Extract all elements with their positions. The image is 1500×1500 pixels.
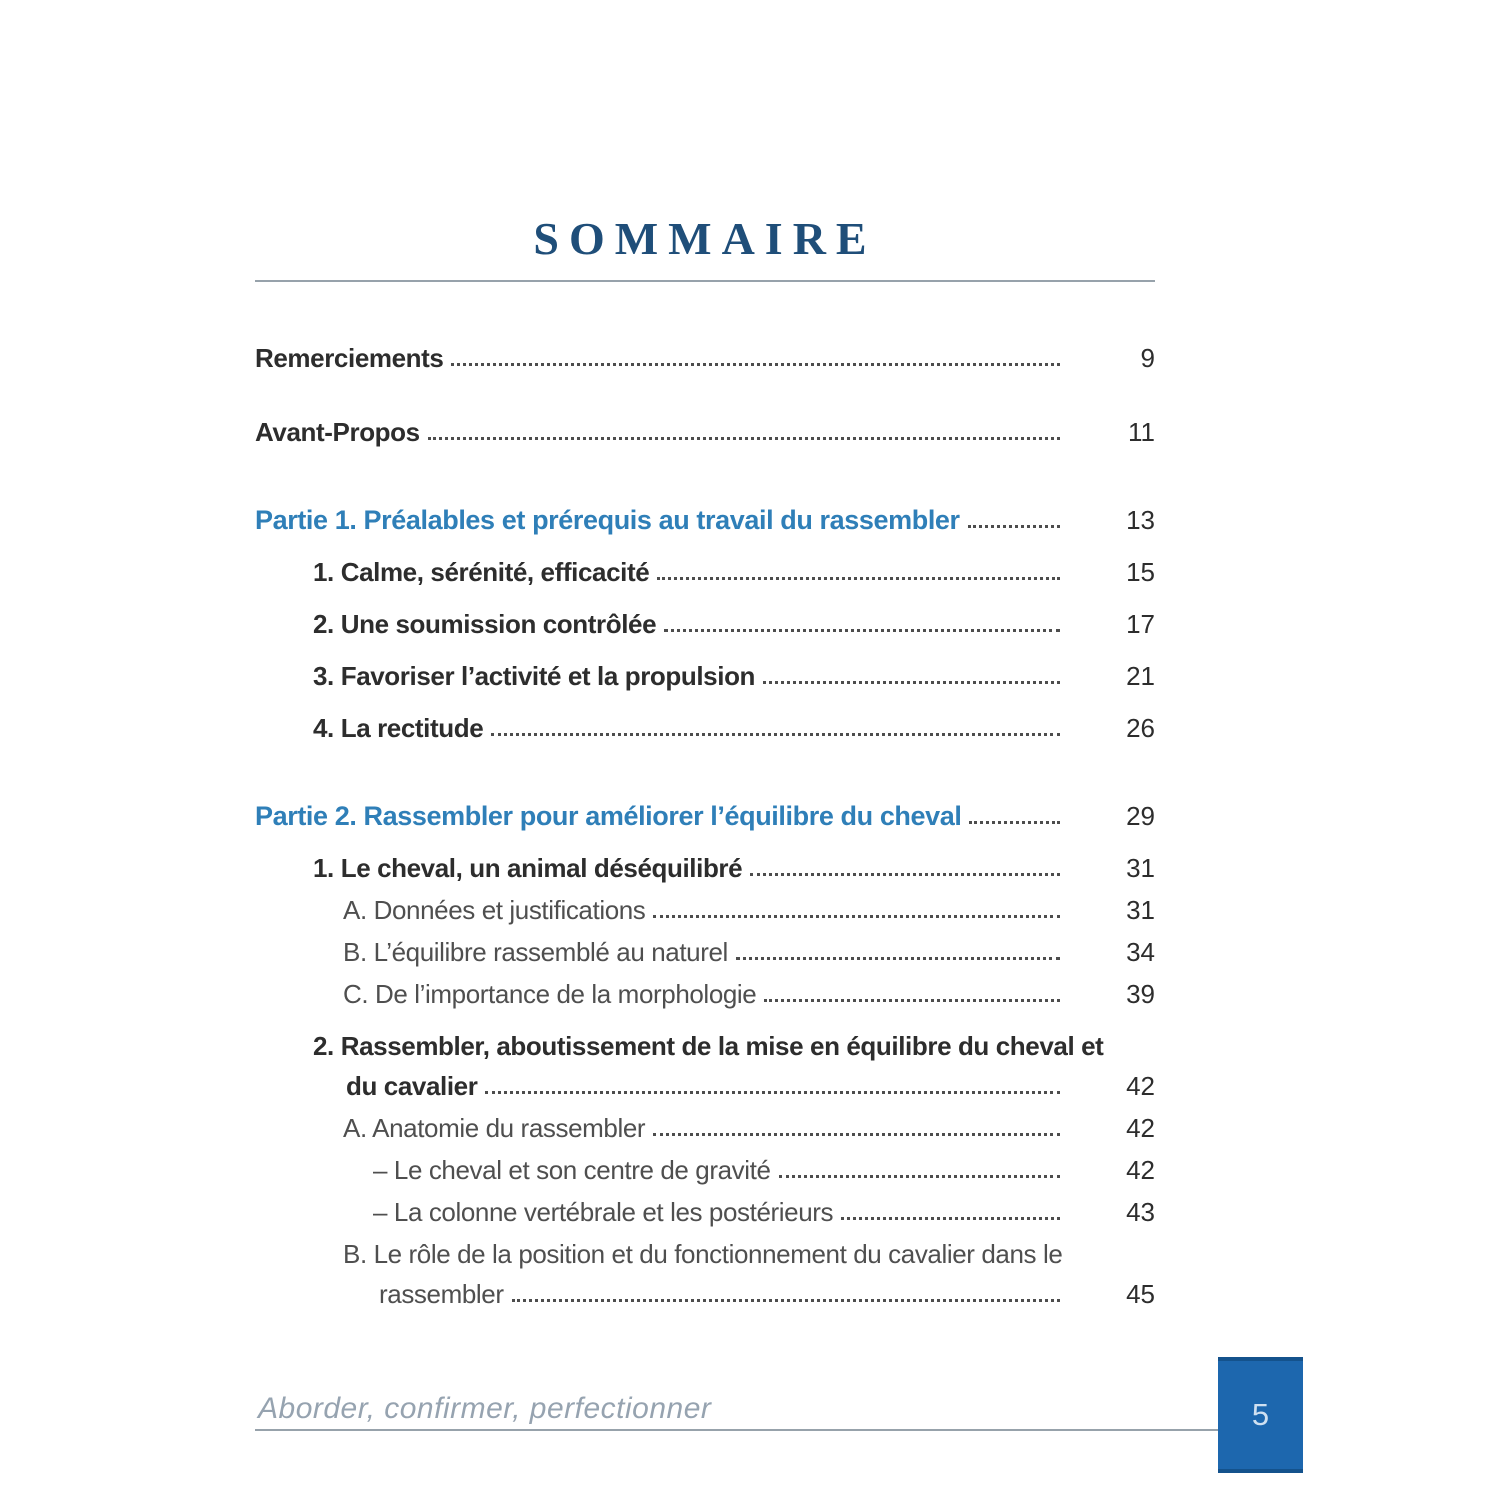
toc-entry-text: 2. Rassembler, aboutissement de la mise en équilibre du cheval et bbox=[313, 1031, 1104, 1061]
toc-page-number: 21 bbox=[1126, 661, 1155, 691]
dotted-leader bbox=[491, 733, 1060, 736]
toc-page-number: 9 bbox=[1140, 343, 1155, 373]
dotted-leader bbox=[451, 363, 1060, 366]
dotted-leader bbox=[653, 1133, 1060, 1136]
toc-entry-row bbox=[313, 1072, 1155, 1100]
toc-entry bbox=[255, 344, 1155, 372]
toc-entry-row bbox=[343, 1280, 1155, 1308]
toc-entry-text: – Le cheval et son centre de gravité bbox=[373, 1155, 771, 1185]
toc-entry bbox=[255, 714, 1155, 742]
dotted-leader bbox=[428, 437, 1060, 440]
toc-entry-row bbox=[343, 1114, 1155, 1142]
dotted-leader bbox=[841, 1217, 1060, 1220]
toc-entry-row bbox=[255, 802, 1155, 830]
toc-page-number: 26 bbox=[1126, 713, 1155, 743]
toc-entry-text: Remerciements bbox=[255, 343, 444, 373]
toc-page-number: 42 bbox=[1126, 1071, 1155, 1101]
toc-entry-row bbox=[373, 1156, 1155, 1184]
toc-page-number: 43 bbox=[1126, 1197, 1155, 1227]
toc-entry bbox=[255, 854, 1155, 882]
toc-entry-text: 4. La rectitude bbox=[313, 713, 484, 743]
toc-entry-row bbox=[255, 344, 1155, 372]
toc-page-number: 29 bbox=[1126, 801, 1155, 831]
dotted-leader bbox=[969, 821, 1060, 824]
toc-entry-text: rassembler bbox=[379, 1279, 504, 1309]
toc-entry-text: B. Le rôle de la position et du fonctionnement du cavalier dans le bbox=[343, 1239, 1063, 1269]
dotted-leader bbox=[657, 577, 1060, 580]
dotted-leader bbox=[968, 525, 1060, 528]
footer-running-title: Aborder, confirmer, perfectionner bbox=[258, 1392, 712, 1425]
toc-entry-row bbox=[313, 558, 1155, 586]
page-number: 5 bbox=[1251, 1397, 1270, 1432]
toc-entry-text: 2. Une soumission contrôlée bbox=[313, 609, 657, 639]
toc-entry bbox=[255, 1240, 1155, 1308]
toc-entry-row bbox=[255, 418, 1155, 446]
toc-page-number: 11 bbox=[1128, 417, 1155, 447]
toc-entry-row bbox=[313, 854, 1155, 882]
toc-entry-text: Partie 2. Rassembler pour améliorer l’équilibre du cheval bbox=[255, 801, 962, 831]
toc-entry-text: 1. Le cheval, un animal déséquilibré bbox=[313, 853, 743, 883]
toc-entry-text: 3. Favoriser l’activité et la propulsion bbox=[313, 661, 756, 691]
toc-entry-row bbox=[313, 714, 1155, 742]
toc-entry-text: – La colonne vertébrale et les postérieurs bbox=[373, 1197, 834, 1227]
toc-entry-text: C. De l’importance de la morphologie bbox=[343, 979, 757, 1009]
dotted-leader bbox=[664, 629, 1060, 632]
toc-entry bbox=[255, 418, 1155, 446]
toc-entry bbox=[255, 1198, 1155, 1226]
toc-entry bbox=[255, 938, 1155, 966]
dotted-leader bbox=[764, 999, 1060, 1002]
toc-entry bbox=[255, 1156, 1155, 1184]
toc-entry-text: Avant-Propos bbox=[255, 417, 420, 447]
toc-content bbox=[255, 212, 1155, 1308]
toc-entry-text: du cavalier bbox=[346, 1071, 478, 1101]
dotted-leader bbox=[653, 915, 1060, 918]
toc-page-number: 42 bbox=[1126, 1113, 1155, 1143]
footer-rule bbox=[255, 1429, 1218, 1431]
toc-page-number: 31 bbox=[1126, 853, 1155, 883]
toc-entry bbox=[255, 506, 1155, 534]
dotted-leader bbox=[736, 957, 1060, 960]
toc-entry bbox=[255, 610, 1155, 638]
toc-page-number: 13 bbox=[1126, 505, 1155, 535]
toc-page-number: 15 bbox=[1126, 557, 1155, 587]
page-title: SOMMAIRE bbox=[533, 213, 877, 264]
page-number-box bbox=[1218, 1357, 1303, 1473]
dotted-leader bbox=[485, 1091, 1060, 1094]
title-rule bbox=[255, 280, 1155, 282]
toc-entry-row bbox=[343, 938, 1155, 966]
toc-page-number: 34 bbox=[1126, 937, 1155, 967]
toc-entry-text: B. L’équilibre rassemblé au naturel bbox=[343, 937, 728, 967]
dotted-leader bbox=[750, 873, 1060, 876]
dotted-leader bbox=[512, 1299, 1060, 1302]
dotted-leader bbox=[763, 681, 1060, 684]
toc-entry bbox=[255, 1114, 1155, 1142]
toc-entry bbox=[255, 1032, 1155, 1100]
toc-entry-row bbox=[343, 980, 1155, 1008]
toc-list bbox=[255, 344, 1155, 1308]
toc-entry-text: A. Anatomie du rassembler bbox=[343, 1113, 646, 1143]
toc-entry-row bbox=[373, 1198, 1155, 1226]
toc-entry-row bbox=[313, 610, 1155, 638]
toc-page-number: 42 bbox=[1126, 1155, 1155, 1185]
toc-entry bbox=[255, 896, 1155, 924]
toc-entry-text: 1. Calme, sérénité, efficacité bbox=[313, 557, 650, 587]
toc-entry-row bbox=[343, 896, 1155, 924]
toc-page-number: 17 bbox=[1126, 609, 1155, 639]
toc-page-number: 31 bbox=[1126, 895, 1155, 925]
toc-page-number: 45 bbox=[1126, 1279, 1155, 1309]
toc-page-number: 39 bbox=[1126, 979, 1155, 1009]
toc-entry bbox=[255, 802, 1155, 830]
toc-entry bbox=[255, 558, 1155, 586]
toc-entry bbox=[255, 980, 1155, 1008]
toc-entry-row bbox=[313, 662, 1155, 690]
dotted-leader bbox=[779, 1175, 1060, 1178]
toc-entry-text: Partie 1. Préalables et prérequis au travail du rassembler bbox=[255, 505, 960, 535]
toc-entry-text: A. Données et justifications bbox=[343, 895, 646, 925]
toc-entry-row bbox=[255, 506, 1155, 534]
toc-entry bbox=[255, 662, 1155, 690]
